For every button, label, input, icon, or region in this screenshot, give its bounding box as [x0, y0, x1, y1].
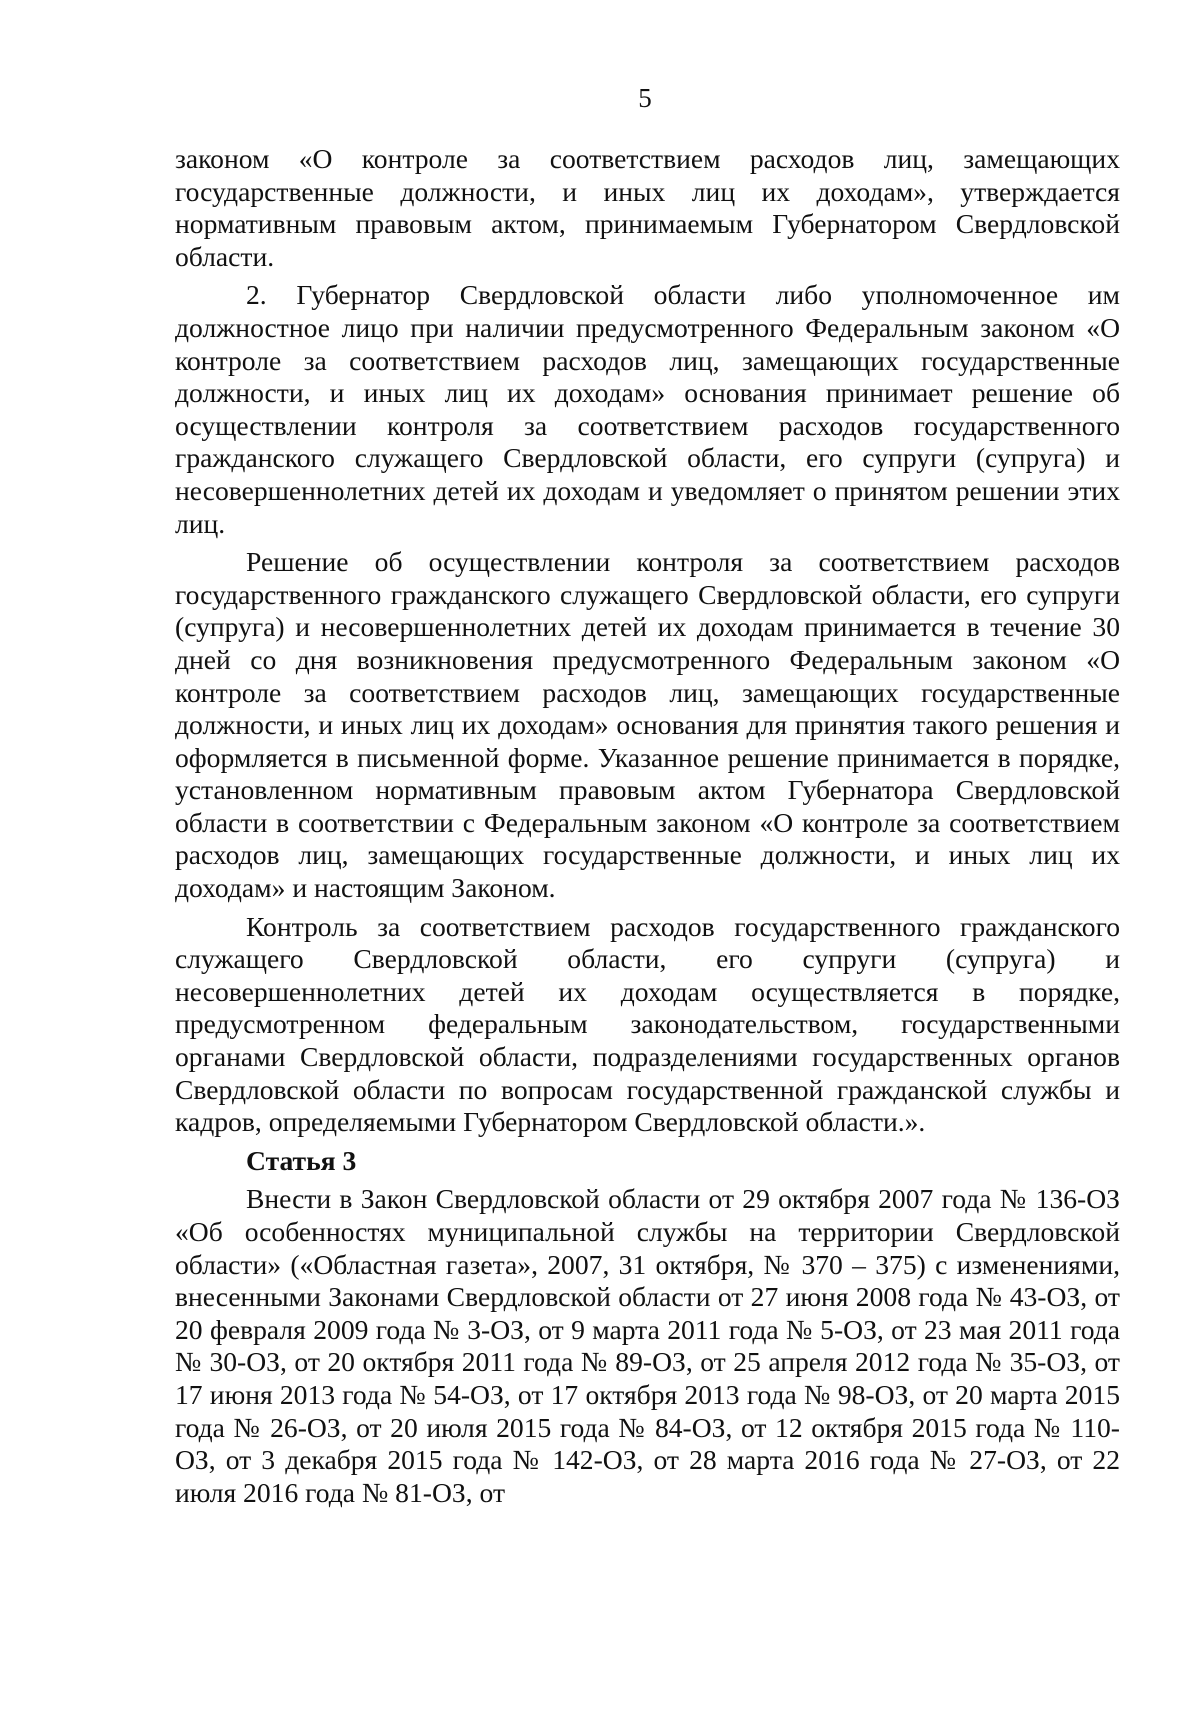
paragraph-article-3: Внести в Закон Свердловской области от 29 октября 2007 года № 136-ОЗ «Об особенностях муниципальной службы на территории Свердловской области» («Областная газета», 2007, 31 октября, № 370 – 375) с изменениями, внесенными Законами Свердловской области от 27 июня 2008 года № 43-ОЗ, от 20 февраля 2009 года № 3-ОЗ, от 9 марта 2011 года № 5-ОЗ, от 23 мая 2011 года № 30-ОЗ, от 20 октября 2011 года № 89-ОЗ, от 25 апреля 2012 года № 35-ОЗ, от 17 июня 2013 года № 54-ОЗ, от 17 октября 2013 года № 98-ОЗ, от 20 марта 2015 года № 26-ОЗ, от 20 июля 2015 года № 84-ОЗ, от 12 октября 2015 года № 110-ОЗ, от 3 декабря 2015 года № 142-ОЗ, от 28 марта 2016 года № 27-ОЗ, от 22 июля 2016 года № 81-ОЗ, от: [175, 1183, 1120, 1508]
paragraph-control: Контроль за соответствием расходов государственного гражданского служащего Свердловской области, его супруги (супруга) и несовершеннолетних детей их доходам осуществляется в порядке, предусмотренном федеральным законодательством, государственными органами Свердловской области, подразделениями государственных органов Свердловской области по вопросам государственной гражданской службы и кадров, определяемыми Губернатором Свердловской области.».: [175, 910, 1120, 1138]
page-number: 5: [638, 83, 652, 113]
paragraph-item-2: 2. Губернатор Свердловской области либо уполномоченное им должностное лицо при наличии предусмотренного Федеральным законом «О контроле за соответствием расходов лиц, замещающих государственные должности, и иных лиц их доходам» основания принимает решение об осуществлении контроля за соответствием расходов государственного гражданского служащего Свердловской области, его супруги (супруга) и несовершеннолетних детей их доходам и уведомляет о принятом решении этих лиц.: [175, 279, 1120, 539]
paragraph-continuation: законом «О контроле за соответствием расходов лиц, замещающих государственные должности, и иных лиц их доходам», утверждается нормативным правовым актом, принимаемым Губернатором Свердловской области.: [175, 143, 1120, 272]
document-body: [175, 143, 1120, 1509]
paragraph-decision: Решение об осуществлении контроля за соответствием расходов государственного гражданского служащего Свердловской области, его супруги (супруга) и несовершеннолетних детей их доходам принимается в течение 30 дней со дня возникновения предусмотренного Федеральным законом «О контроле за соответствием расходов лиц, замещающих государственные должности, и иных лиц их доходам» основания для принятия такого решения и оформляется в письменной форме. Указанное решение принимается в порядке, установленном нормативным правовым актом Губернатора Свердловской области в соответствии с Федеральным законом «О контроле за соответствием расходов лиц, замещающих государственные должности, и иных лиц их доходам» и настоящим Законом.: [175, 546, 1120, 904]
article-heading: Статья 3: [246, 1144, 357, 1176]
